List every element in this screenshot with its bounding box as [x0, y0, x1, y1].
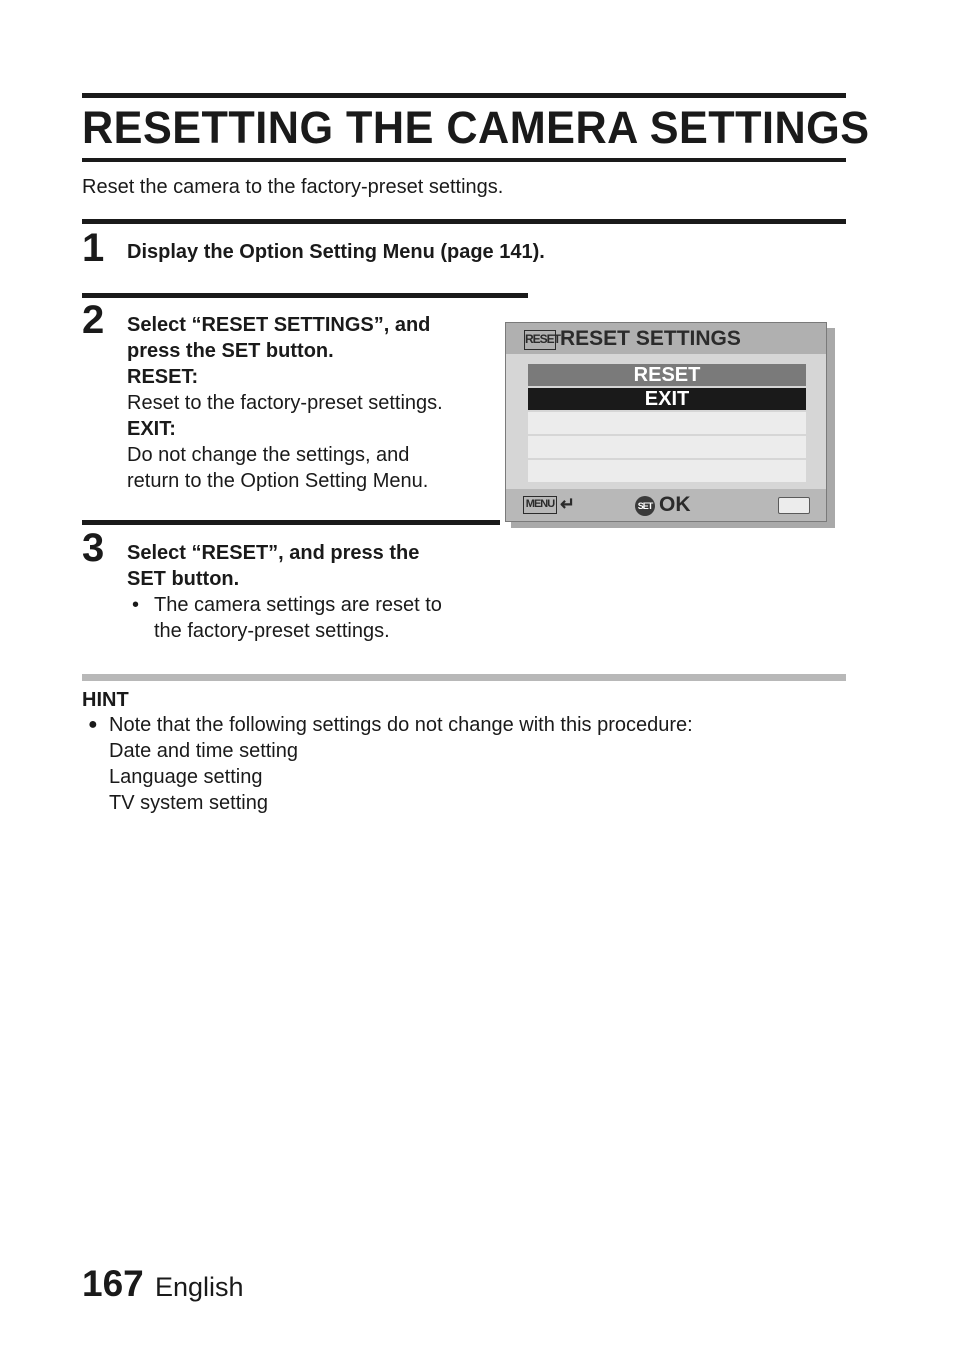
step-1-rule	[82, 219, 846, 224]
menu-empty-row	[528, 460, 806, 482]
reset-option-label: RESET:	[127, 366, 199, 388]
step-2-content	[127, 312, 497, 494]
hint-body	[109, 712, 693, 816]
hint-label: HINT	[82, 689, 129, 711]
reset-option-description: Reset to the factory-preset settings.	[127, 392, 443, 414]
hint-item: TV system setting	[109, 792, 268, 814]
step-3-number: 3	[82, 526, 105, 570]
page-title: RESETTING THE CAMERA SETTINGS	[82, 102, 870, 153]
reset-icon: RESET	[524, 330, 556, 350]
menu-empty-row	[528, 436, 806, 458]
step-3-content	[127, 540, 497, 644]
title-bottom-rule	[82, 158, 846, 162]
step-2-heading-line-1: Select “RESET SETTINGS”, and	[127, 314, 431, 336]
page-number: 167	[82, 1263, 144, 1304]
step-3-note-line-2: the factory-preset settings.	[154, 620, 390, 642]
step-2-number: 2	[82, 298, 105, 342]
step-3-heading-line-2: SET button.	[127, 568, 240, 590]
intro-text: Reset the camera to the factory-preset settings.	[82, 176, 504, 198]
step-3-heading-line-1: Select “RESET”, and press the	[127, 542, 420, 564]
exit-option-description-line-2: return to the Option Setting Menu.	[127, 470, 429, 492]
step-3-note-line-1: The camera settings are reset to	[154, 594, 442, 616]
menu-empty-row	[528, 412, 806, 434]
hint-rule	[82, 674, 846, 681]
menu-option-exit[interactable]: EXIT	[528, 388, 806, 410]
ok-label: OK	[659, 493, 691, 516]
step-2-rule	[82, 293, 528, 298]
camera-screen-title: RESET SETTINGS	[560, 327, 741, 350]
title-top-rule	[82, 93, 846, 98]
exit-option-label: EXIT:	[127, 418, 176, 440]
step-2-heading-line-2: press the SET button.	[127, 340, 334, 362]
page-language: English	[155, 1272, 244, 1302]
step-3-rule	[82, 520, 500, 525]
step-1-heading: Display the Option Setting Menu (page 141).	[127, 241, 545, 263]
hint-intro: Note that the following settings do not change with this procedure:	[109, 714, 693, 736]
menu-option-reset[interactable]: RESET	[528, 364, 806, 386]
step-3-note-bullet: •	[132, 594, 140, 616]
camera-screen-footer	[506, 489, 826, 521]
hint-bullet: ●	[88, 716, 98, 733]
set-button-icon: SET	[635, 496, 655, 516]
return-arrow-icon: ↵	[560, 494, 576, 514]
step-3-note	[127, 592, 497, 644]
hint-item: Date and time setting	[109, 740, 298, 762]
exit-option-description-line-1: Do not change the settings, and	[127, 444, 410, 466]
hint-item: Language setting	[109, 766, 263, 788]
menu-icon: MENU	[523, 496, 557, 514]
step-1-number: 1	[82, 226, 105, 270]
camera-screen	[505, 322, 827, 522]
battery-icon	[778, 497, 810, 514]
